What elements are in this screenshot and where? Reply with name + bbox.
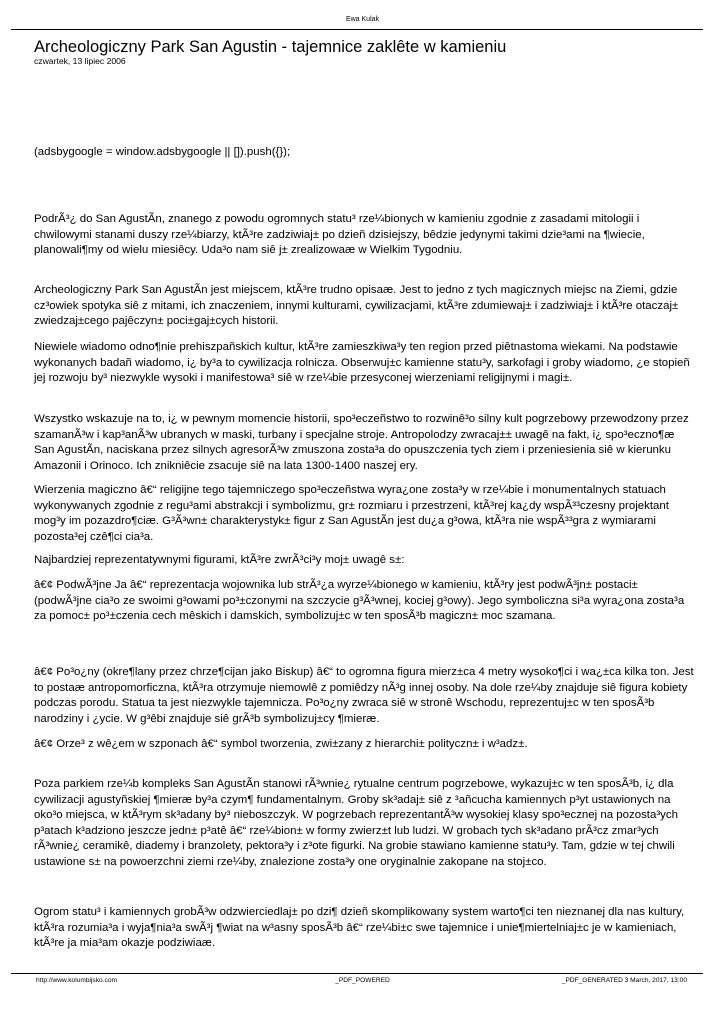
header-divider [11,29,703,30]
author-name: Ewa Kulak [345,16,380,23]
bullet-midwife: â€¢ Po³o¿ny (okre¶lany przez chrze¶cijan jako Biskup) â€“ to ogromna figura mierz±ca 4 metry wysoko¶ci i wa¿±ca kilka ton. Jest to postaæ antropomorficzna, ktÃ³ra otrzymuje niemowlê z pomiêdzy nÃ³g innej osoby. Na dole rze¼by znajduje siê figura kobiety podczas porodu. Statua ta jest niezwykle tajemnicza. Po³o¿ny zwraca siê w stronê Wschodu, reprezentuj±c w ten sposÃ³b narodziny i ¿ycie. W g³êbi znajduje siê grÃ³b symbolizuj±cy ¶mieræ. [34,666,694,725]
footer-divider [11,973,703,974]
paragraph-tombs: Poza parkiem rze¼b kompleks San AgustÃn stanowi rÃ³wnie¿ rytualne centrum pogrzebowe, wykazuj±c w ten sposÃ³b, i¿ dla cywilizacji agustyñskiej ¶mieræ by³a czym¶ fundamentalnym. Groby sk³adaj± siê z ³añcucha kamiennych p³yt ustawionych na oko³o miejsca, w ktÃ³rym sk³adany by³ nieboszczyk. W pogrzebach reprezentantÃ³w wysokiej klasy spo³ecznej na pozosta³ych p³atach k³adziono jeszcze jedn± p³atê â€“ rze¼bion± w formy zwierz±t lub ludzi. W grobach tych sk³adano prÃ³cz zmar³ych rÃ³wnie¿ ceramikê, diademy i branzolety, pektora³y i z³ote figurki. Na grobie stawiano kamienne statu³y. Tam, gdzie w tej chwili ustawione s± na powoerzchni ziemi rze¼by, znalezione zosta³y one oryginalnie zakopane na stoj±co. [34,778,678,868]
paragraph-intro: PodrÃ³¿ do San AgustÃn, znanego z powodu ogromnych statu³ rze¼bionych w kamieniu zgodnie z zasadami mitologii i chwilowymi stanami duszy rze¼biarzy, ktÃ³re zadziwiaj± po dzieñ dzisiejszy, bêdzie jedynymi takimi dzie³ami na ¶wiecie, planowali¶my od wielu miesiêcy. Uda³o nam siê j± zrealizowaæ w Wielkim Tygodniu. [34,213,645,257]
paragraph-culture: Niewiele wiadomo odno¶nie prehiszpañskich kultur, ktÃ³re zamieszkiwa³y ten region przed piêtnastoma wiekami. Na podstawie wykonanych badañ wiadomo, i¿ by³a to cywilizacja rolnicza. Obserwuj±c kamienne statu³y, sarkofagi i groby wiadomo, ¿e stopieñ jej rozwoju by³ niezwykle wysoki i manifestowa³ siê w rze¼bie przesyconej wierzeniami religijnymi i magi±. [34,341,690,385]
footer-powered: _PDF_POWERED [335,977,390,984]
footer-url[interactable]: http://www.kolumbijsko.com [36,977,117,984]
ads-script-text: (adsbygoogle = window.adsbygoogle || []).push({}); [34,146,291,158]
paragraph-burial-cult: Wszystko wskazuje na to, i¿ w pewnym momencie historii, spo³eczeñstwo to rozwinê³o silny kult pogrzebowy przewodzony przez szamanÃ³w i kap³anÃ³w ubranych w maski, turbany i specjalne stroje. Antropolodzy zwracaj±± uwagê na fakt, i¿ spo³eczno¶æ San AgustÃn, naciskana przez silnych agresorÃ³w zmuszona zosta³a do opuszczenia tych ziem i przeniesienia siê w kierunku Amazonii i Orinoco. Ich znikniêcie zsacuje siê na lata 1300-1400 naszej ery. [34,413,689,472]
paragraph-conclusion: Ogrom statu³ i kamiennych grobÃ³w odzwierciedlaj± po dzi¶ dzieñ skomplikowany system warto¶ci ten nieznanej dla nas kultury, ktÃ³ra rozumia³a i wyja¶nia³a swÃ³j ¶wiat na w³asny sposÃ³b â€“ rze¼bi±c swe tajemnice i unie¶miertelniaj±c je w kamieniach, ktÃ³re ja mia³am okazje podziwiaæ. [34,906,685,950]
page-title: Archeologiczny Park San Agustin - tajemnice zaklête w kamieniu [34,38,507,56]
paragraph-figures-intro: Najbardziej reprezentatywnymi figurami, ktÃ³re zwrÃ³ci³y moj± uwagê s±: [34,554,405,566]
publish-date: czwartek, 13 lipiec 2006 [34,56,126,66]
bullet-eagle: â€¢ Orze³ z wê¿em w szponach â€“ symbol tworzenia, zwi±zany z hierarchi± polityczn± i w³adz±. [34,738,528,750]
paragraph-beliefs: Wierzenia magiczno â€“ religijne tego tajemniczego spo³eczeñstwa wyra¿one zosta³y w rze¼bie i monumentalnych statuach wykonywanych zgodnie z regu³ami abstrakcji i symbolizmu, gr± rozmiaru i przestrzeni, ktÃ³rej ka¿dy wspÃ³³czesny projektant mog³y im pozazdro¶ciæ. G³Ã³wn± charakterystyk± figur z San AgustÃn jest du¿a g³owa, ktÃ³ra nie wspÃ³³gra z wymiarami pozosta³ej czê¶ci cia³a. [34,484,669,543]
footer-generated: _PDF_GENERATED 3 March, 2017, 13:00 [561,977,687,984]
paragraph-park: Archeologiczny Park San AgustÃn jest miejscem, ktÃ³re trudno opisaæ. Jest to jedno z tych magicznych miejsc na Ziemi, gdzie cz³owiek spotyka siê z mitami, ich znaczeniem, innymi kulturami, cywilizacjami, ktÃ³re zdumiewaj± i zadziwiaj± i ktÃ³re otaczaj± zwiedzaj±cego pajêczyn± poci±gaj±cych historii. [34,284,679,328]
bullet-double-self: â€¢ PodwÃ³jne Ja â€“ reprezentacja wojownika lub strÃ³¿a wyrze¼bionego w kamieniu, ktÃ³ry jest podwÃ³jn± postaci± (podwÃ³jne cia³o ze swoimi g³owami po³±czonymi na szczycie g³Ã³wnej, kociej g³owy). Jego symboliczna si³a wyra¿ona zosta³a za pomoc± po³±czenia cech mêskich i damskich, symbolizuj±c w ten sposÃ³b magiczn± moc szamana. [34,579,685,623]
